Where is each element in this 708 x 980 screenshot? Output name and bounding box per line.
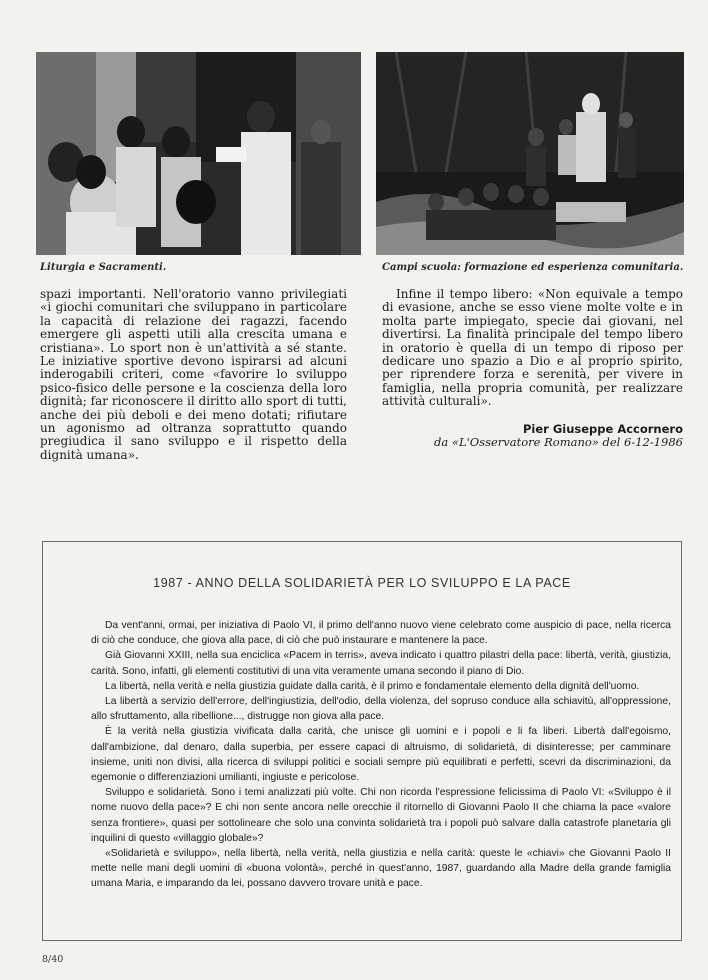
photo-camp xyxy=(376,52,684,255)
photo-caption-right: Campi scuola: formazione ed esperienza comunitaria. xyxy=(382,262,684,273)
box-paragraph: La libertà a servizio dell'errore, dell'ingiustizia, dell'odio, della violenza, del sopruso conduce alla schiavitù, all'oppressione, allo sfruttamento, alla ribellione..., distrugge non giova alla pace. xyxy=(91,696,671,723)
page-number: 8/40 xyxy=(42,954,64,965)
box-paragraph: «Solidarietà e sviluppo», nella libertà, nella verità, nella giustizia e nella carità: queste le «chiavi» che Giovanni Paolo II mette nelle mani degli uomini di «buona volontà», perché in quest'anno, 1987, guardando alla Madre della grande famiglia umana Maria, e imparando da lei, possano davvero trovare unità e pace. xyxy=(91,848,671,890)
article-author: Pier Giuseppe Accornero xyxy=(523,421,683,436)
box-paragraph: Sviluppo e solidarietà. Sono i temi analizzati più volte. Chi non ricorda l'espressione felicissima di Paolo VI: «Sviluppo è il nome nuovo della pace»? E chi non sente ancora nelle orecchie il ritornello di Giovanni Paolo II che chiama la pace «valore senza frontiere», quasi per sottolineare che solo una convinta solidarietà tra i popoli può salvare dalla catastrofe planetaria gli inquilini di questo «villaggio globale»? xyxy=(91,787,671,844)
box-body xyxy=(91,618,671,892)
article-paragraph: Infine il tempo libero: «Non equivale a tempo di evasione, anche se esso viene molte volte e in molta parte impiegato, specie dai giovani, nel divertirsi. La finalità principale del tempo libero in oratorio è quella di un tempo di riposo per dedicare uno spazio a Dio e al proprio spirito, per riprendere forza e serenità, per vivere in famiglia, nella propria comunità, per realizzare attività culturali». xyxy=(382,287,683,409)
article-signature xyxy=(382,423,683,450)
solidarity-box xyxy=(42,541,682,941)
article-paragraph: spazi importanti. Nell'oratorio vanno privilegiati «i giochi comunitari che sviluppano in particolare la capacità di relazione dei ragazzi, facendo emergere gli aspetti utili alla crescita umana e cristiana». Lo sport non è un'attività a sé stante. Le iniziative sportive devono ispirarsi ad alcuni inderogabili criteri, come «favorire lo sviluppo psico-fisico delle persone e la coscienza della loro dignità; far riconoscere il diritto allo sport di tutti, anche dei più deboli e dei meno dotati; rifiutare un agonismo ad oltranza soprattutto quando pregiudica il sano sviluppo e il rispetto della dignità umana». xyxy=(40,287,347,462)
photo-liturgy xyxy=(36,52,361,255)
photo-caption-left: Liturgia e Sacramenti. xyxy=(40,262,167,273)
article-column-left xyxy=(40,288,347,462)
box-paragraph: È la verità nella giustizia vivificata dalla carità, che unisce gli uomini e i popoli e li fa liberi. Libertà dall'egoismo, dall'ambizione, dal denaro, dalla superbia, per essere capaci di altruismo, di solidarietà, di disinteresse; per camminare insieme, uniti non divisi, alla ricerca di sviluppi politici e sociali sempre più equilibrati e perfetti, scevri da discriminazioni, da egemonie o differenziazioni umilianti, ingiuste e pericolose. xyxy=(91,726,671,784)
box-paragraph: Già Giovanni XXIII, nella sua enciclica «Pacem in terris», aveva indicato i quattro pilastri della pace: libertà, verità, giustizia, carità. Sono, infatti, gli elementi costitutivi di una vita veramente umana secondo il piano di Dio. xyxy=(91,650,671,677)
box-paragraph: Da vent'anni, ormai, per iniziativa di Paolo VI, il primo dell'anno nuovo viene celebrato come auspicio di pace, nella ricerca di ciò che conduce, che giova alla pace, di ciò che può instaurare e mantenere la pace. xyxy=(91,620,671,647)
article-column-right xyxy=(382,288,683,449)
box-paragraph: La libertà, nella verità e nella giustizia guidate dalla carità, è il primo e fondamentale elemento della dignità dell'uomo. xyxy=(105,680,640,692)
box-title: 1987 - ANNO DELLA SOLIDARIETÀ PER LO SVILUPPO E LA PACE xyxy=(153,576,571,590)
article-source: da «L'Osservatore Romano» del 6-12-1986 xyxy=(434,435,683,450)
